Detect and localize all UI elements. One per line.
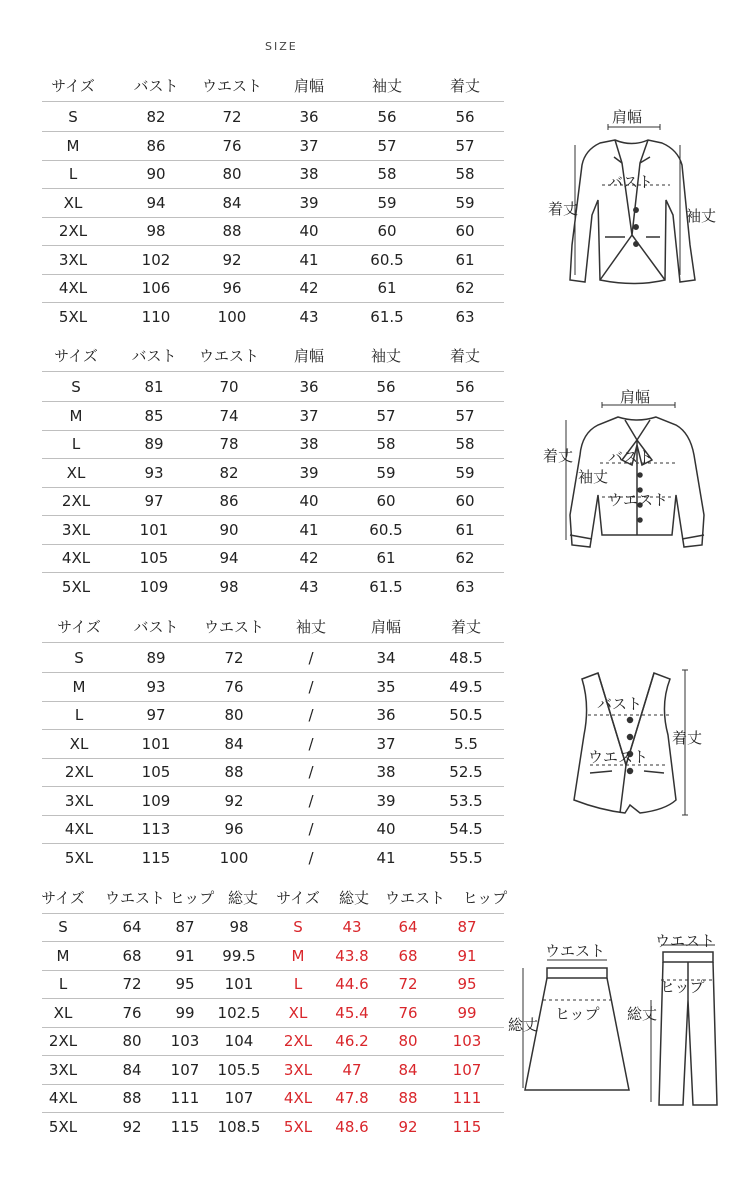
table-cell: 109 — [139, 577, 169, 596]
table-cell: 89 — [144, 435, 164, 453]
row-divider — [42, 245, 504, 246]
table-cell: 97 — [146, 706, 166, 724]
row-divider — [42, 430, 504, 431]
table-cell: 105 — [139, 549, 169, 567]
table-cell: XL — [63, 193, 83, 212]
table-cell: 56 — [376, 378, 396, 396]
blouse-length-label: 着丈 — [543, 447, 574, 465]
row-divider — [42, 672, 504, 673]
table-header-cell: ウエスト — [203, 618, 265, 636]
table-cell: / — [308, 763, 314, 781]
table-cell: 90 — [146, 165, 166, 183]
table-cell: 76 — [398, 1003, 418, 1022]
row-divider — [42, 101, 504, 102]
table-cell: M — [66, 136, 80, 155]
blouse-icon — [540, 385, 740, 560]
blouse-figure — [540, 385, 740, 560]
table-cell: 2XL — [283, 1032, 313, 1050]
table-header-cell: ヒップ — [169, 889, 215, 907]
table-cell: 82 — [146, 108, 166, 126]
row-divider — [42, 786, 504, 787]
table-header-cell: 総丈 — [338, 889, 370, 907]
skirt-length-label: 総丈 — [508, 1016, 539, 1034]
table-cell: XL — [69, 734, 89, 753]
table-cell: 57 — [377, 136, 397, 155]
table-cell: 100 — [217, 307, 247, 326]
table-cell: 60.5 — [370, 250, 404, 269]
table-cell: 106 — [141, 279, 171, 297]
table-cell: 76 — [122, 1003, 142, 1022]
table-header-cell: 袖丈 — [371, 77, 403, 95]
table-cell: 2XL — [64, 763, 94, 781]
table-cell: 42 — [299, 279, 319, 297]
table-cell: 37 — [299, 406, 319, 425]
table-cell: XL — [288, 1003, 308, 1022]
table-header-cell: 袖丈 — [370, 347, 402, 365]
table-cell: 80 — [398, 1032, 418, 1050]
table-cell: 94 — [219, 549, 239, 567]
table-cell: 72 — [398, 975, 418, 993]
vest-figure — [560, 665, 745, 825]
table-cell: 3XL — [48, 1060, 78, 1079]
table-cell: 61 — [455, 250, 475, 269]
table-cell: 88 — [122, 1089, 142, 1107]
row-divider — [42, 941, 504, 942]
row-divider — [42, 913, 504, 914]
row-divider — [42, 371, 504, 372]
table-cell: 57 — [455, 406, 475, 425]
table-cell: 4XL — [64, 820, 94, 838]
table-cell: 53.5 — [449, 791, 483, 810]
table-cell: 41 — [299, 250, 319, 269]
table-cell: / — [308, 848, 314, 867]
table-cell: 92 — [122, 1117, 142, 1136]
table-cell: 72 — [122, 975, 142, 993]
table-cell: 63 — [455, 577, 475, 596]
table-cell: L — [293, 975, 303, 993]
table-cell: 100 — [219, 848, 249, 867]
table-cell: 87 — [457, 918, 477, 936]
table-cell: 91 — [175, 946, 195, 965]
row-divider — [42, 572, 504, 573]
table-cell: S — [74, 649, 84, 667]
table-cell: 41 — [376, 848, 396, 867]
table-cell: 84 — [224, 734, 244, 753]
table-cell: 102.5 — [217, 1003, 261, 1022]
table-cell: 105.5 — [217, 1060, 261, 1079]
table-cell: 44.6 — [335, 975, 369, 993]
table-cell: 59 — [377, 193, 397, 212]
table-cell: / — [308, 734, 314, 753]
table-cell: 56 — [455, 378, 475, 396]
table-cell: 5XL — [58, 307, 88, 326]
row-divider — [42, 217, 504, 218]
table-cell: 78 — [219, 435, 239, 453]
table-cell: 5XL — [283, 1117, 313, 1136]
table-cell: 48.6 — [335, 1117, 369, 1136]
table-cell: 56 — [455, 108, 475, 126]
row-divider — [42, 458, 504, 459]
table-cell: 104 — [224, 1032, 254, 1050]
vest-waist-label: ウエスト — [588, 748, 649, 766]
table-cell: S — [58, 918, 68, 936]
table-header-cell: サイズ — [41, 889, 85, 907]
table-cell: 61 — [376, 549, 396, 567]
blouse-shoulder-label: 肩幅 — [620, 388, 651, 406]
table-cell: 60.5 — [369, 520, 403, 539]
row-divider — [42, 544, 504, 545]
table-cell: 39 — [376, 791, 396, 810]
table-cell: 41 — [299, 520, 319, 539]
table-header-cell: ヒップ — [462, 889, 508, 907]
table-cell: 98 — [219, 577, 239, 596]
table-cell: 95 — [175, 975, 195, 993]
table-header-cell: 着丈 — [450, 618, 482, 636]
table-cell: 64 — [398, 918, 418, 936]
table-header-cell: ウエスト — [384, 889, 446, 907]
table-cell: 36 — [376, 706, 396, 724]
table-cell: 61.5 — [370, 307, 404, 326]
table-cell: 68 — [122, 946, 142, 965]
table-cell: 43 — [299, 577, 319, 596]
table-cell: 60 — [455, 492, 475, 510]
table-cell: S — [68, 108, 78, 126]
table-cell: 55.5 — [449, 848, 483, 867]
table-cell: 36 — [299, 108, 319, 126]
table-cell: 36 — [299, 378, 319, 396]
table-cell: 82 — [219, 463, 239, 482]
row-divider — [42, 1084, 504, 1085]
table-cell: 70 — [219, 378, 239, 396]
table-cell: 87 — [175, 918, 195, 936]
table-header-cell: ウエスト — [104, 889, 166, 907]
skirt-figure — [505, 938, 635, 1098]
row-divider — [42, 758, 504, 759]
table-cell: 46.2 — [335, 1032, 369, 1050]
table-cell: 4XL — [283, 1089, 313, 1107]
table-cell: S — [293, 918, 303, 936]
table-cell: / — [308, 677, 314, 696]
table-cell: 99 — [457, 1003, 477, 1022]
table-cell: 80 — [222, 165, 242, 183]
table-header-cell: サイズ — [57, 618, 101, 636]
pants-figure — [625, 930, 745, 1110]
table-cell: 2XL — [48, 1032, 78, 1050]
table-cell: 42 — [299, 549, 319, 567]
table-cell: 85 — [144, 406, 164, 425]
table-header-cell: サイズ — [276, 889, 320, 907]
table-header-cell: バスト — [131, 347, 177, 365]
row-divider — [42, 188, 504, 189]
table-cell: 103 — [452, 1032, 482, 1050]
table-cell: 72 — [222, 108, 242, 126]
table-cell: 58 — [455, 165, 475, 183]
blouse-bust-label: バスト — [608, 448, 654, 466]
table-cell: 38 — [299, 165, 319, 183]
jacket-shoulder-label: 肩幅 — [612, 108, 643, 126]
table-cell: 84 — [398, 1060, 418, 1079]
table-header-cell: バスト — [133, 618, 179, 636]
table-header-cell: 袖丈 — [295, 618, 327, 636]
table-cell: 58 — [376, 435, 396, 453]
table-cell: 95 — [457, 975, 477, 993]
table-cell: 68 — [398, 946, 418, 965]
table-cell: 90 — [219, 520, 239, 539]
table-cell: 98 — [146, 222, 166, 240]
table-header-cell: サイズ — [54, 347, 98, 365]
table-cell: 102 — [141, 250, 171, 269]
table-header-cell: 着丈 — [449, 77, 481, 95]
row-divider — [42, 1027, 504, 1028]
table-cell: 92 — [398, 1117, 418, 1136]
table-cell: 52.5 — [449, 763, 483, 781]
table-cell: 37 — [299, 136, 319, 155]
table-header-cell: 肩幅 — [370, 618, 402, 636]
row-divider — [42, 1055, 504, 1056]
table-cell: 59 — [455, 193, 475, 212]
table-cell: 60 — [377, 222, 397, 240]
table-cell: 47.8 — [335, 1089, 369, 1107]
table-cell: 34 — [376, 649, 396, 667]
table-cell: 88 — [224, 763, 244, 781]
table-cell: 115 — [452, 1117, 482, 1136]
pants-length-label: 総丈 — [627, 1005, 658, 1023]
table-cell: 5.5 — [454, 734, 478, 753]
table-cell: 96 — [224, 820, 244, 838]
table-cell: 84 — [222, 193, 242, 212]
table-cell: XL — [66, 463, 86, 482]
table-cell: 94 — [146, 193, 166, 212]
row-divider — [42, 1112, 504, 1113]
table-cell: 97 — [144, 492, 164, 510]
vest-icon — [560, 665, 745, 825]
table-cell: 93 — [144, 463, 164, 482]
jacket-bust-label: バスト — [608, 173, 654, 191]
table-cell: 76 — [224, 677, 244, 696]
jacket-length-label: 着丈 — [548, 200, 579, 218]
table-cell: 110 — [141, 307, 171, 326]
row-divider — [42, 998, 504, 999]
table-cell: 80 — [224, 706, 244, 724]
table-header-cell: ウエスト — [201, 77, 263, 95]
table-cell: 101 — [141, 734, 171, 753]
table-cell: S — [71, 378, 81, 396]
table-cell: 99 — [175, 1003, 195, 1022]
table-cell: 60 — [455, 222, 475, 240]
table-cell: 37 — [376, 734, 396, 753]
table-header-cell: バスト — [133, 77, 179, 95]
table-cell: XL — [53, 1003, 73, 1022]
table-cell: 38 — [376, 763, 396, 781]
table-cell: 57 — [455, 136, 475, 155]
table-cell: 107 — [224, 1089, 254, 1107]
skirt-waist-label: ウエスト — [545, 942, 606, 960]
table-cell: 35 — [376, 677, 396, 696]
row-divider — [42, 642, 504, 643]
table-cell: 109 — [141, 791, 171, 810]
table-cell: / — [308, 791, 314, 810]
table-cell: 49.5 — [449, 677, 483, 696]
table-cell: 40 — [299, 492, 319, 510]
jacket-figure — [540, 105, 740, 295]
table-cell: 62 — [455, 279, 475, 297]
table-cell: L — [68, 165, 78, 183]
table-cell: / — [308, 706, 314, 724]
table-cell: 3XL — [283, 1060, 313, 1079]
table-cell: 115 — [141, 848, 171, 867]
table-cell: 4XL — [58, 279, 88, 297]
table-cell: 3XL — [58, 250, 88, 269]
table-cell: 111 — [170, 1089, 200, 1107]
table-cell: 89 — [146, 649, 166, 667]
table-cell: 86 — [219, 492, 239, 510]
table-cell: 3XL — [64, 791, 94, 810]
table-cell: 63 — [455, 307, 475, 326]
table-cell: 107 — [170, 1060, 200, 1079]
table-cell: 92 — [222, 250, 242, 269]
table-header-cell: 肩幅 — [293, 77, 325, 95]
table-cell: 43 — [342, 918, 362, 936]
table-cell: 43.8 — [335, 946, 369, 965]
table-cell: 59 — [455, 463, 475, 482]
table-cell: 5XL — [48, 1117, 78, 1136]
row-divider — [42, 729, 504, 730]
row-divider — [42, 401, 504, 402]
blouse-waist-label: ウエスト — [608, 491, 669, 509]
table-cell: 88 — [398, 1089, 418, 1107]
pants-waist-label: ウエスト — [655, 932, 716, 950]
row-divider — [42, 302, 504, 303]
table-cell: 98 — [229, 918, 249, 936]
table-cell: / — [308, 649, 314, 667]
pants-hip-label: ヒップ — [660, 978, 705, 996]
table-cell: 86 — [146, 136, 166, 155]
table-cell: 4XL — [48, 1089, 78, 1107]
jacket-sleeve-label: 袖丈 — [686, 207, 717, 225]
table-cell: 96 — [222, 279, 242, 297]
table-cell: 92 — [224, 791, 244, 810]
table-cell: 2XL — [61, 492, 91, 510]
table-cell: 105 — [141, 763, 171, 781]
row-divider — [42, 970, 504, 971]
table-cell: 5XL — [61, 577, 91, 596]
table-cell: M — [72, 677, 86, 696]
table-cell: 59 — [376, 463, 396, 482]
skirt-hip-label: ヒップ — [555, 1005, 600, 1023]
table-cell: / — [308, 820, 314, 838]
table-cell: 101 — [139, 520, 169, 539]
table-header-cell: サイズ — [51, 77, 95, 95]
table-cell: M — [69, 406, 83, 425]
table-header-cell: 総丈 — [227, 889, 259, 907]
table-cell: 93 — [146, 677, 166, 696]
table-cell: 80 — [122, 1032, 142, 1050]
table-cell: 64 — [122, 918, 142, 936]
table-cell: 108.5 — [217, 1117, 261, 1136]
table-cell: 88 — [222, 222, 242, 240]
table-cell: 57 — [376, 406, 396, 425]
table-cell: 72 — [224, 649, 244, 667]
table-cell: 5XL — [64, 848, 94, 867]
table-cell: L — [58, 975, 68, 993]
table-cell: 40 — [376, 820, 396, 838]
table-header-cell: ウエスト — [198, 347, 260, 365]
table-cell: L — [74, 706, 84, 724]
table-cell: 45.4 — [335, 1003, 369, 1022]
blouse-sleeve-label: 袖丈 — [578, 468, 609, 486]
row-divider — [42, 160, 504, 161]
table-cell: 62 — [455, 549, 475, 567]
table-cell: 113 — [141, 820, 171, 838]
table-cell: 4XL — [61, 549, 91, 567]
table-cell: 40 — [299, 222, 319, 240]
table-cell: 50.5 — [449, 706, 483, 724]
table-cell: 43 — [299, 307, 319, 326]
row-divider — [42, 274, 504, 275]
row-divider — [42, 815, 504, 816]
table-cell: 61 — [455, 520, 475, 539]
table-cell: 58 — [455, 435, 475, 453]
table-cell: 39 — [299, 193, 319, 212]
table-cell: 76 — [222, 136, 242, 155]
table-cell: M — [56, 946, 70, 965]
table-cell: 99.5 — [222, 946, 256, 965]
table-cell: L — [71, 435, 81, 453]
table-cell: 3XL — [61, 520, 91, 539]
row-divider — [42, 487, 504, 488]
table-cell: 74 — [219, 406, 239, 425]
table-cell: 58 — [377, 165, 397, 183]
table-cell: 48.5 — [449, 649, 483, 667]
table-cell: 61.5 — [369, 577, 403, 596]
table-cell: 81 — [144, 378, 164, 396]
table-cell: 115 — [170, 1117, 200, 1136]
table-cell: 2XL — [58, 222, 88, 240]
table-cell: 107 — [452, 1060, 482, 1079]
table-cell: 91 — [457, 946, 477, 965]
vest-bust-label: バスト — [597, 695, 643, 713]
table-cell: 39 — [299, 463, 319, 482]
row-divider — [42, 131, 504, 132]
row-divider — [42, 843, 504, 844]
table-cell: 60 — [376, 492, 396, 510]
page-title: SIZE — [265, 40, 298, 53]
table-cell: 47 — [342, 1060, 362, 1079]
table-cell: 103 — [170, 1032, 200, 1050]
row-divider — [42, 701, 504, 702]
table-header-cell: 肩幅 — [293, 347, 325, 365]
table-cell: 111 — [452, 1089, 482, 1107]
table-cell: 54.5 — [449, 820, 483, 838]
table-header-cell: 着丈 — [449, 347, 481, 365]
table-cell: 38 — [299, 435, 319, 453]
table-cell: 61 — [377, 279, 397, 297]
table-cell: 56 — [377, 108, 397, 126]
table-cell: 84 — [122, 1060, 142, 1079]
row-divider — [42, 515, 504, 516]
vest-length-label: 着丈 — [672, 729, 703, 747]
table-cell: M — [291, 946, 305, 965]
table-cell: 101 — [224, 975, 254, 993]
